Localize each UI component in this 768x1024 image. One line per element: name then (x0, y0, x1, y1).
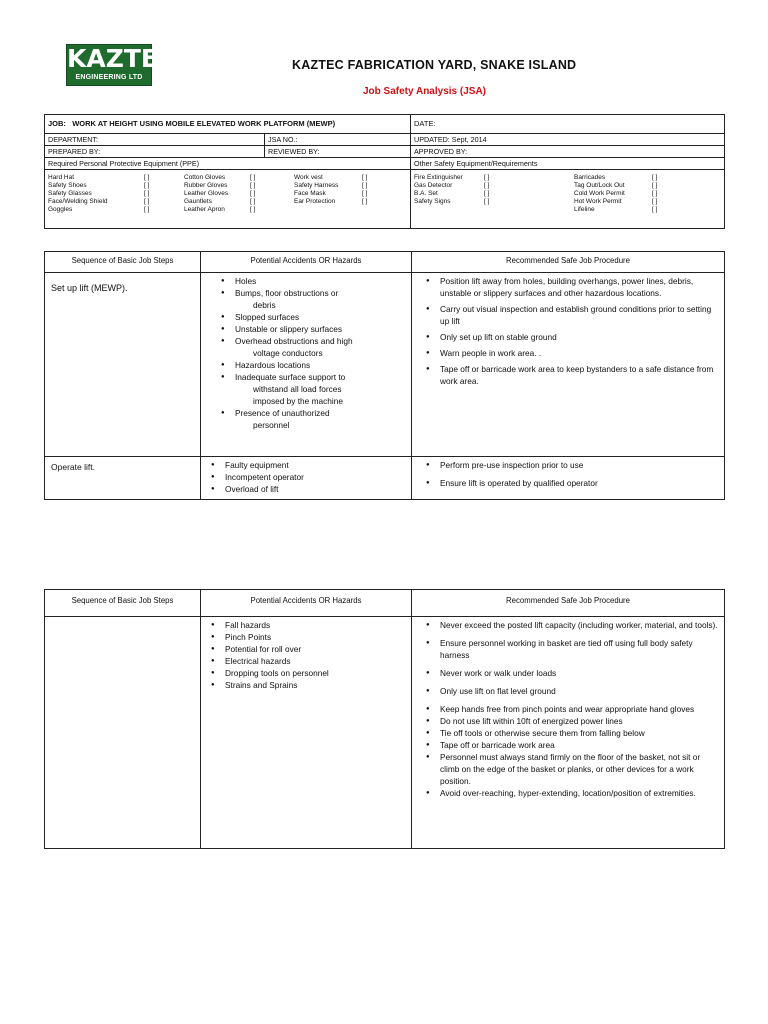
procedure-text: Carry out visual inspection and establish ground conditions prior to setting up lift (440, 304, 712, 326)
ppe-checkbox[interactable]: [ ] (362, 174, 368, 181)
ppe-item (574, 198, 714, 206)
procedure-text: Only set up lift on stable ground (440, 332, 557, 342)
bullet-icon: ● (426, 480, 430, 486)
reviewed-by-field: REVIEWED BY: (265, 146, 411, 158)
list-item (207, 275, 405, 287)
ppe-column-4 (414, 174, 574, 214)
ppe-checkbox[interactable]: [ ] (484, 174, 490, 181)
list-item (418, 787, 718, 799)
hazard-text: Inadequate surface support to (235, 372, 346, 382)
hazard-text: Dropping tools on personnel (225, 668, 329, 678)
bullet-icon: ● (426, 706, 430, 712)
hazard-text: Incompetent operator (225, 472, 304, 482)
list-item (197, 643, 405, 655)
bullet-icon: ● (426, 334, 430, 340)
hazard-text: Hazardous locations (235, 360, 311, 370)
ppe-item-label: B.A. Set (414, 190, 438, 197)
procedure-text: Perform pre-use inspection prior to use (440, 460, 584, 470)
bullet-icon: ● (221, 362, 225, 368)
ppe-item (414, 182, 574, 190)
ppe-item-label: Rubber Gloves (184, 182, 228, 189)
date-field: DATE: (411, 115, 725, 134)
bullet-icon: ● (211, 682, 215, 688)
ppe-item-label: Work vest (294, 174, 323, 181)
hazard-text: Pinch Points (225, 632, 272, 642)
ppe-item-label: Gauntlets (184, 198, 212, 205)
ppe-item-label: Lifeline (574, 206, 595, 213)
ppe-item-label: Safety Harness (294, 182, 339, 189)
col-header-steps: Sequence of Basic Job Steps (45, 252, 201, 273)
page-title: KAZTEC FABRICATION YARD, SNAKE ISLAND (292, 58, 577, 72)
ppe-item (414, 198, 574, 206)
list-item (418, 459, 718, 471)
ppe-checkbox[interactable]: [ ] (362, 198, 368, 205)
list-item (197, 667, 405, 679)
ppe-item (414, 174, 574, 182)
ppe-item (48, 182, 184, 190)
list-item (418, 331, 718, 343)
hazard-text: Potential for roll over (225, 644, 302, 654)
bullet-icon: ● (426, 670, 430, 676)
ppe-checkbox[interactable]: [ ] (652, 174, 658, 181)
ppe-item-label: Cold Work Permit (574, 190, 625, 197)
ppe-item-label: Safety Glasses (48, 190, 92, 197)
procedure-text: Tie off tools or otherwise secure them from falling below (440, 728, 645, 738)
ppe-item (294, 174, 404, 182)
jsa-steps-table-2 (44, 589, 725, 849)
procedure-list (418, 459, 718, 489)
job-step: Operate lift. (45, 457, 201, 500)
ppe-item (48, 174, 184, 182)
ppe-item (414, 190, 574, 198)
bullet-icon: ● (426, 754, 430, 760)
list-item (197, 471, 405, 483)
list-item (418, 685, 718, 697)
ppe-item-label: Fire Extinguisher (414, 174, 463, 181)
ppe-item (48, 206, 184, 214)
ppe-item (294, 182, 404, 190)
list-item (418, 667, 718, 679)
ppe-item (574, 174, 714, 182)
ppe-item-label: Safety Signs (414, 198, 451, 205)
ppe-item-label: Hard Hat (48, 174, 75, 181)
list-item (207, 407, 405, 431)
logo-main-text: KAZTEC (67, 44, 177, 73)
list-item (418, 363, 718, 387)
bullet-icon: ● (221, 326, 225, 332)
jsa-no-field: JSA NO.: (265, 134, 411, 146)
page-subtitle: Job Safety Analysis (JSA) (363, 86, 487, 97)
ppe-checkbox[interactable]: [ ] (144, 174, 150, 181)
ppe-checkbox[interactable]: [ ] (250, 182, 256, 189)
ppe-checkbox[interactable]: [ ] (250, 190, 256, 197)
bullet-icon: ● (426, 350, 430, 356)
hazard-text: Overload of lift (225, 484, 279, 494)
ppe-item (574, 206, 714, 214)
procedure-text: Ensure personnel working in basket are tied off using full body safety harness (440, 638, 693, 660)
ppe-item (184, 190, 294, 198)
procedure-list (418, 275, 718, 387)
ppe-item-label: Tag Out/Lock Out (574, 182, 625, 189)
department-field: DEPARTMENT: (45, 134, 265, 146)
ppe-item (184, 198, 294, 206)
hazard-text-cont: debris (253, 300, 276, 310)
list-item (197, 483, 405, 495)
procedure-text: Only use lift on flat level ground (440, 686, 556, 696)
list-item (418, 303, 718, 327)
ppe-item-label: Leather Apron (184, 206, 225, 213)
ppe-item-label: Safety Shoes (48, 182, 87, 189)
ppe-item-label: Leather Gloves (184, 190, 229, 197)
bullet-icon: ● (221, 338, 225, 344)
bullet-icon: ● (426, 622, 430, 628)
ppe-checkbox[interactable]: [ ] (144, 190, 150, 197)
bullet-icon: ● (426, 278, 430, 284)
col-header-procedure: Recommended Safe Job Procedure (412, 252, 725, 273)
job-label: JOB: (48, 119, 66, 128)
bullet-icon: ● (221, 290, 225, 296)
list-item (207, 371, 405, 407)
bullet-icon: ● (221, 374, 225, 380)
bullet-icon: ● (211, 646, 215, 652)
ppe-item-label: Face Mask (294, 190, 326, 197)
procedure-text: Never work or walk under loads (440, 668, 557, 678)
col-header-steps: Sequence of Basic Job Steps (45, 590, 201, 617)
list-item (207, 311, 405, 323)
bullet-icon: ● (426, 688, 430, 694)
ppe-item (184, 182, 294, 190)
hazard-list (197, 459, 405, 495)
hazard-text: Faulty equipment (225, 460, 289, 470)
list-item (418, 751, 718, 787)
other-equipment-checklist (411, 170, 725, 229)
hazard-text-cont: personnel (253, 420, 290, 430)
ppe-item (574, 190, 714, 198)
list-item (207, 287, 405, 311)
ppe-checkbox[interactable]: [ ] (144, 182, 150, 189)
ppe-item (48, 190, 184, 198)
procedure-text: Keep hands free from pinch points and wear appropriate hand gloves (440, 704, 695, 714)
job-step-empty (45, 617, 201, 849)
ppe-label: Required Personal Protective Equipment (PPE) (45, 158, 411, 170)
table-row (45, 617, 725, 849)
bullet-icon: ● (221, 278, 225, 284)
procedure-text: Personnel must always stand firmly on the floor of the basket, not sit or climb on the edge of the basket or planks, or other devices for a work position. (440, 752, 701, 786)
ppe-item-label: Face/Welding Shield (48, 198, 108, 205)
ppe-item-label: Cotton Gloves (184, 174, 226, 181)
list-item (418, 347, 718, 359)
hazard-text: Holes (235, 276, 257, 286)
bullet-icon: ● (426, 790, 430, 796)
ppe-checkbox[interactable]: [ ] (484, 182, 490, 189)
list-item (418, 739, 718, 751)
list-item (197, 619, 405, 631)
hazard-text: Presence of unauthorized (235, 408, 330, 418)
hazard-text: Overhead obstructions and high (235, 336, 353, 346)
hazard-text-cont: voltage conductors (253, 348, 323, 358)
procedure-text: Avoid over-reaching, hyper-extending, location/position of extremities. (440, 788, 696, 798)
ppe-checkbox[interactable]: [ ] (652, 206, 658, 213)
bullet-icon: ● (211, 670, 215, 676)
bullet-icon: ● (211, 462, 215, 468)
list-item (207, 359, 405, 371)
bullet-icon: ● (211, 622, 215, 628)
ppe-item-label: Barricades (574, 174, 606, 181)
list-item (207, 323, 405, 335)
ppe-item-label: Goggles (48, 206, 73, 213)
ppe-item-label: Ear Protection (294, 198, 336, 205)
ppe-checkbox[interactable]: [ ] (652, 190, 658, 197)
list-item (418, 275, 718, 299)
hazard-text: Fall hazards (225, 620, 271, 630)
job-cell (45, 115, 411, 134)
bullet-icon: ● (426, 462, 430, 468)
hazard-text: Bumps, floor obstructions or (235, 288, 339, 298)
ppe-item (294, 190, 404, 198)
ppe-item (294, 198, 404, 206)
ppe-item (48, 198, 184, 206)
bullet-icon: ● (211, 658, 215, 664)
bullet-icon: ● (426, 718, 430, 724)
bullet-icon: ● (221, 410, 225, 416)
procedure-text: Warn people in work area. . (440, 348, 542, 358)
prepared-by-field: PREPARED BY: (45, 146, 265, 158)
hazard-list (207, 275, 405, 431)
hazard-text-cont: imposed by the machine (253, 396, 343, 406)
ppe-checkbox[interactable]: [ ] (362, 182, 368, 189)
ppe-checkbox[interactable]: [ ] (362, 190, 368, 197)
list-item (197, 655, 405, 667)
ppe-checkbox[interactable]: [ ] (484, 190, 490, 197)
procedure-text: Do not use lift within 10ft of energized power lines (440, 716, 623, 726)
col-header-procedure: Recommended Safe Job Procedure (412, 590, 725, 617)
list-item (207, 335, 405, 359)
list-item (418, 727, 718, 739)
hazard-text: Unstable or slippery surfaces (235, 324, 342, 334)
updated-field: UPDATED: Sept, 2014 (411, 134, 725, 146)
ppe-checkbox[interactable]: [ ] (484, 198, 490, 205)
ppe-item-label: Gas Detector (414, 182, 453, 189)
ppe-checkbox[interactable]: [ ] (144, 206, 150, 213)
ppe-checkbox[interactable]: [ ] (250, 174, 256, 181)
procedure-text: Ensure lift is operated by qualified operator (440, 478, 598, 488)
list-item (418, 637, 718, 661)
job-value: WORK AT HEIGHT USING MOBILE ELEVATED WORK PLATFORM (MEWP) (72, 119, 336, 128)
hazard-text-cont: withstand all load forces (253, 384, 342, 394)
ppe-column-1 (48, 174, 184, 214)
other-equipment-label: Other Safety Equipment/Requirements (411, 158, 725, 170)
table-row (45, 457, 725, 500)
bullet-icon: ● (426, 306, 430, 312)
ppe-checkbox[interactable]: [ ] (250, 198, 256, 205)
bullet-icon: ● (211, 486, 215, 492)
procedure-text: Tape off or barricade work area to keep bystanders to a safe distance from work area. (440, 364, 714, 386)
jsa-header-form (44, 114, 725, 229)
bullet-icon: ● (426, 366, 430, 372)
company-logo (66, 44, 177, 86)
list-item (418, 703, 718, 715)
approved-by-field: APPROVED BY: (411, 146, 725, 158)
bullet-icon: ● (211, 474, 215, 480)
ppe-checkbox[interactable]: [ ] (144, 198, 150, 205)
procedure-text: Position lift away from holes, building overhangs, power lines, debris, unstable or slippery surfaces and other hazardous locations. (440, 276, 694, 298)
hazard-list (197, 619, 405, 691)
ppe-checklist (45, 170, 411, 229)
list-item (418, 715, 718, 727)
logo-sub-text: ENGINEERING LTD (75, 74, 143, 81)
procedure-text: Tape off or barricade work area (440, 740, 555, 750)
ppe-item (184, 206, 294, 214)
ppe-item-label: Hot Work Permit (574, 198, 622, 205)
bullet-icon: ● (426, 730, 430, 736)
ppe-checkbox[interactable]: [ ] (250, 206, 256, 213)
bullet-icon: ● (221, 314, 225, 320)
list-item (418, 619, 718, 631)
hazard-text: Slopped surfaces (235, 312, 300, 322)
col-header-hazards: Potential Accidents OR Hazards (201, 590, 412, 617)
hazard-text: Electrical hazards (225, 656, 291, 666)
list-item (197, 631, 405, 643)
ppe-column-3 (294, 174, 404, 214)
ppe-item (574, 182, 714, 190)
procedure-text: Never exceed the posted lift capacity (including worker, material, and tools). (440, 620, 718, 630)
table-row (45, 273, 725, 457)
ppe-item (184, 174, 294, 182)
list-item (197, 679, 405, 691)
ppe-column-5 (574, 174, 714, 214)
jsa-steps-table-1 (44, 251, 725, 500)
col-header-hazards: Potential Accidents OR Hazards (201, 252, 412, 273)
procedure-list (418, 619, 718, 799)
bullet-icon: ● (426, 742, 430, 748)
ppe-checkbox[interactable]: [ ] (652, 182, 658, 189)
job-step: Set up lift (MEWP). (45, 273, 201, 457)
list-item (197, 459, 405, 471)
bullet-icon: ● (211, 634, 215, 640)
bullet-icon: ● (426, 640, 430, 646)
list-item (418, 477, 718, 489)
ppe-column-2 (184, 174, 294, 214)
ppe-checkbox[interactable]: [ ] (652, 198, 658, 205)
hazard-text: Strains and Sprains (225, 680, 298, 690)
